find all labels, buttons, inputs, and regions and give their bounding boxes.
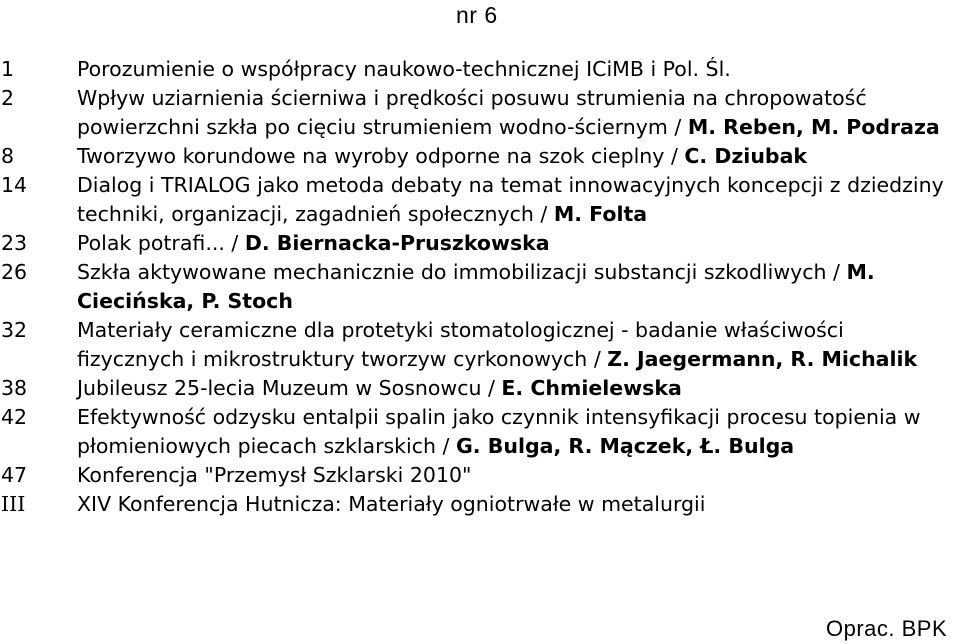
entry-body [77, 84, 950, 142]
toc-entry [0, 403, 950, 461]
entry-author: D. Biernacka-Pruszkowska [244, 231, 550, 255]
entry-title: Jubileusz 25-lecia Muzeum w Sosnowcu [77, 376, 482, 400]
entry-title: Efektywność odzysku entalpii spalin jako czynnik intensyfikacji procesu topienia w płomieniowych piecach szklarskich [77, 405, 921, 458]
entry-separator: / [481, 376, 502, 400]
entry-body [77, 490, 950, 519]
entry-page: 32 [1, 318, 28, 342]
toc-entry [0, 171, 950, 229]
toc-entry [0, 316, 950, 374]
entry-body [77, 374, 950, 403]
entry-separator: / [224, 231, 245, 255]
entry-page: 26 [1, 260, 28, 284]
issue-number: nr 6 [456, 2, 498, 28]
entry-separator: / [826, 260, 847, 284]
entry-body [77, 316, 950, 374]
toc-entry [0, 55, 950, 84]
toc-entry [0, 461, 950, 490]
toc-entry [0, 374, 950, 403]
entry-page: 47 [1, 463, 28, 487]
entry-author: E. Chmielewska [501, 376, 682, 400]
entry-title: Szkła aktywowane mechanicznie do immobilizacji substancji szkodliwych [77, 260, 827, 284]
entry-page: III [1, 492, 26, 516]
entry-page: 2 [1, 86, 15, 110]
entry-body [77, 403, 950, 461]
entry-body [77, 171, 950, 229]
entry-body [77, 461, 950, 490]
entry-separator: / [667, 115, 688, 139]
entry-page: 1 [1, 57, 15, 81]
entry-page: 14 [1, 173, 28, 197]
entry-title: Polak potrafi... [77, 231, 225, 255]
entry-page: 38 [1, 376, 28, 400]
entry-body [77, 258, 950, 316]
entry-author: G. Bulga, R. Mączek, Ł. Bulga [455, 434, 795, 458]
entry-separator: / [664, 144, 685, 168]
toc-entry [0, 229, 950, 258]
entry-title: Materiały ceramiczne dla protetyki stomatologicznej - badanie właściwości fizycznych i mikrostruktury tworzyw cyrkonowych [77, 318, 844, 371]
entry-body [77, 142, 950, 171]
table-of-contents [0, 55, 950, 519]
entry-separator: / [436, 434, 456, 458]
entry-page: 8 [1, 144, 15, 168]
entry-separator: / [587, 347, 608, 371]
entry-separator: / [533, 202, 554, 226]
entry-page: 23 [1, 231, 28, 255]
toc-entry [0, 84, 950, 142]
entry-title: Porozumienie o współpracy naukowo-technicznej ICiMB i Pol. Śl. [77, 57, 731, 81]
entry-page: 42 [1, 405, 28, 429]
entry-author: M. Reben, M. Podraza [687, 115, 940, 139]
editor-credit: Oprac. BPK [826, 616, 948, 641]
entry-body [77, 229, 950, 258]
toc-entry [0, 258, 950, 316]
entry-author: M. Folta [553, 202, 648, 226]
entry-body [77, 55, 950, 84]
entry-author: Z. Jaegermann, R. Michalik [607, 347, 918, 371]
entry-author: C. Dziubak [684, 144, 808, 168]
entry-title: Konferencja "Przemysł Szklarski 2010" [77, 463, 472, 487]
toc-entry [0, 490, 950, 519]
entry-title: Dialog i TRIALOG jako metoda debaty na temat innowacyjnych koncepcji z dziedziny techniki, organizacji, zagadnień społecznych [77, 173, 944, 226]
entry-title: Wpływ uziarnienia ścierniwa i prędkości posuwu strumienia na chropowatość powierzchni szkła po cięciu strumieniem wodno-ściernym [77, 86, 867, 139]
entry-title: Tworzywo korundowe na wyroby odporne na szok cieplny [77, 144, 665, 168]
toc-entry [0, 142, 950, 171]
entry-author: M. Ciecińska, P. Stoch [77, 260, 875, 313]
entry-title: XIV Konferencja Hutnicza: Materiały ogniotrwałe w metalurgii [77, 492, 706, 516]
